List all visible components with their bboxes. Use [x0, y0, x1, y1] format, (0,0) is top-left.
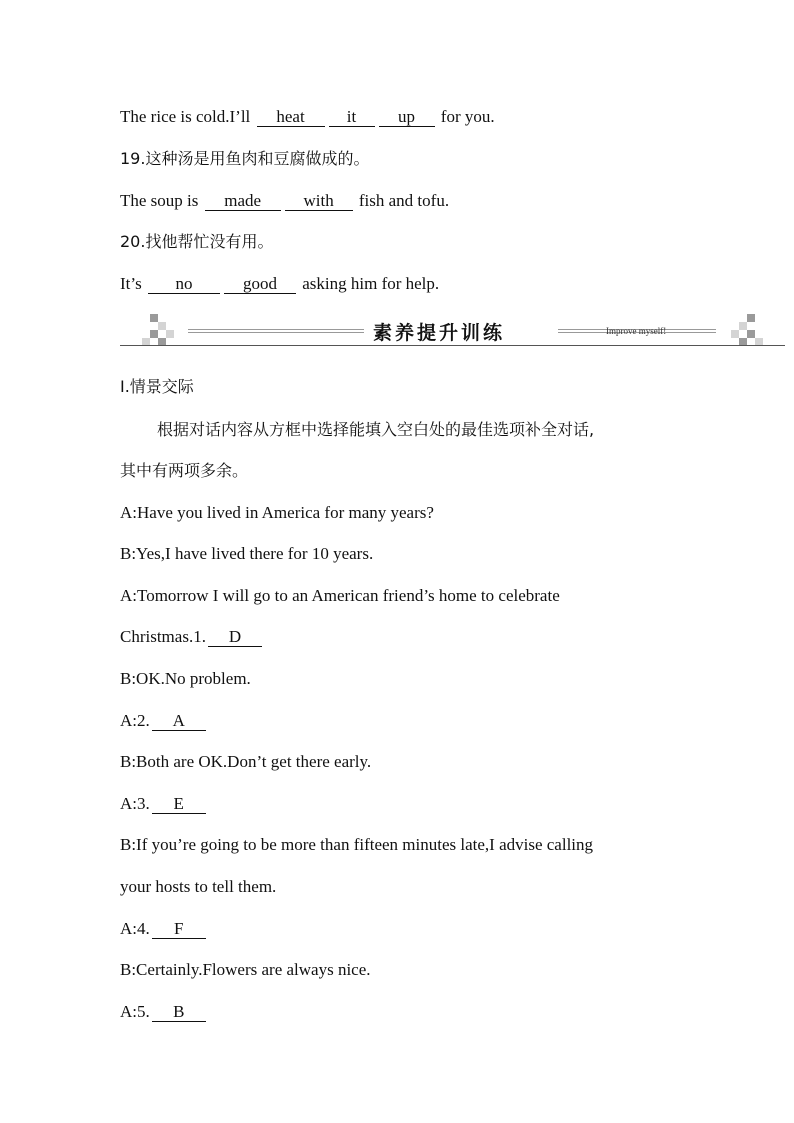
- q19-prefix: The soup is: [120, 191, 203, 210]
- banner-subtitle: Improve myself!: [606, 326, 667, 336]
- dialogue-line-4-text: Christmas.1.: [120, 627, 206, 646]
- dialogue-line-1: A:Have you lived in America for many years?: [120, 503, 434, 522]
- q18-suffix: for you.: [436, 107, 495, 126]
- q18-sentence: [120, 106, 495, 128]
- section-heading: Ⅰ.情景交际: [120, 377, 194, 396]
- banner-decor-square: [158, 322, 166, 330]
- dialogue-line-6: [120, 710, 208, 732]
- section-instruction-1: 根据对话内容从方框中选择能填入空白处的最佳选项补全对话,: [157, 420, 595, 439]
- q20-answer-1: no: [148, 275, 220, 294]
- dialogue-line-8: [120, 793, 208, 815]
- dialogue-line-13: [120, 1001, 208, 1023]
- q18-prefix: The rice is cold.I’ll: [120, 107, 255, 126]
- q20-sentence: [120, 273, 439, 295]
- q19-sentence: [120, 190, 449, 212]
- answer-4-blank: F: [152, 920, 206, 939]
- dialogue-line-7: B:Both are OK.Don’t get there early.: [120, 752, 372, 771]
- q20-chinese: 20.找他帮忙没有用。: [120, 232, 274, 251]
- answer-5-blank: B: [152, 1003, 206, 1022]
- section-banner: [120, 312, 785, 348]
- q19-answer-1: made: [205, 192, 281, 211]
- banner-decor-square: [150, 330, 158, 338]
- banner-decor-square: [731, 330, 739, 338]
- q19-answer-2: with: [285, 192, 353, 211]
- banner-decor-square: [150, 314, 158, 322]
- answer-3-blank: E: [152, 795, 206, 814]
- section-instruction-2: 其中有两项多余。: [120, 461, 249, 480]
- dialogue-line-11-text: A:4.: [120, 919, 150, 938]
- dialogue-line-13-text: A:5.: [120, 1002, 150, 1021]
- q18-answer-1: heat: [257, 108, 325, 127]
- dialogue-line-10: your hosts to tell them.: [120, 877, 277, 896]
- dialogue-line-11: [120, 918, 208, 940]
- dialogue-line-8-text: A:3.: [120, 794, 150, 813]
- q18-answer-2: it: [329, 108, 375, 127]
- banner-decor-square: [747, 314, 755, 322]
- answer-2-blank: A: [152, 712, 206, 731]
- dialogue-line-2: B:Yes,I have lived there for 10 years.: [120, 544, 374, 563]
- dialogue-line-5: B:OK.No problem.: [120, 669, 251, 688]
- q20-prefix: It’s: [120, 274, 146, 293]
- banner-rule-left: [188, 329, 364, 333]
- banner-baseline: [120, 345, 785, 346]
- q18-answer-3: up: [379, 108, 435, 127]
- q20-suffix: asking him for help.: [297, 274, 440, 293]
- banner-title: 素养提升训练: [373, 322, 506, 344]
- dialogue-line-3: A:Tomorrow I will go to an American friend’s home to celebrate: [120, 586, 560, 605]
- dialogue-line-9: B:If you’re going to be more than fifteen minutes late,I advise calling: [120, 835, 594, 854]
- answer-1-blank: D: [208, 628, 262, 647]
- banner-decor-square: [747, 330, 755, 338]
- dialogue-line-12: B:Certainly.Flowers are always nice.: [120, 960, 371, 979]
- banner-decor-square: [166, 330, 174, 338]
- dialogue-line-4: [120, 626, 264, 648]
- q19-chinese: 19.这种汤是用鱼肉和豆腐做成的。: [120, 149, 370, 168]
- dialogue-line-6-text: A:2.: [120, 711, 150, 730]
- banner-decor-square: [739, 322, 747, 330]
- q20-answer-2: good: [224, 275, 296, 294]
- q19-suffix: fish and tofu.: [354, 191, 450, 210]
